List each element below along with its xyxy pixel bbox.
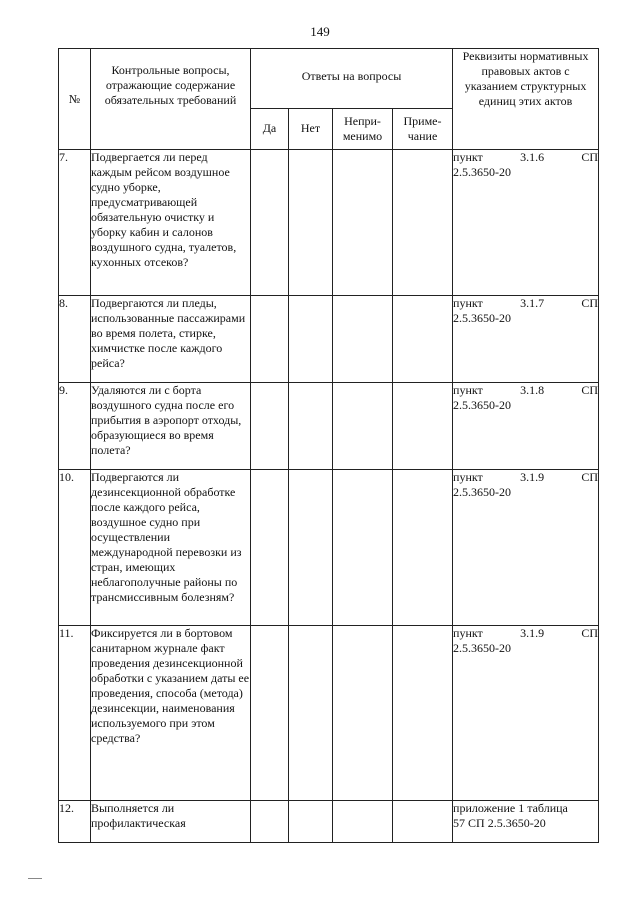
header-answer-yes: Да xyxy=(251,108,289,149)
row-requisites: пункт 3.1.6 СП 2.5.3650-20 xyxy=(453,150,599,296)
scan-mark xyxy=(28,878,42,879)
row-requisites: пункт 3.1.7 СП 2.5.3650-20 xyxy=(453,296,599,383)
answer-note-cell[interactable] xyxy=(393,626,453,801)
header-answer-note: Приме- чание xyxy=(393,108,453,149)
row-number: 10. xyxy=(59,470,91,626)
header-answer-no: Нет xyxy=(289,108,333,149)
answer-no-cell[interactable] xyxy=(289,150,333,296)
table-row xyxy=(59,296,599,383)
answer-note-cell[interactable] xyxy=(393,801,453,843)
answer-not-applicable-cell[interactable] xyxy=(333,626,393,801)
table-row xyxy=(59,150,599,296)
row-question: Фиксируется ли в бортовом санитарном журнале факт проведения дезинсекционной обработки с указанием даты ее проведения, способа (метода) дезинсекции, наименования используемого при этом средства? xyxy=(91,626,251,801)
answer-no-cell[interactable] xyxy=(289,383,333,470)
answer-yes-cell[interactable] xyxy=(251,801,289,843)
table-row xyxy=(59,383,599,470)
header-row xyxy=(59,49,599,109)
row-question: Выполняется ли профилактическая xyxy=(91,801,251,843)
header-num: № xyxy=(59,49,91,150)
row-question: Подвергаются ли дезинсекционной обработке после каждого рейса, воздушное судно при осуществлении международной перевозки из стран, имеющих неблагополучные районы по трансмиссивным болезням? xyxy=(91,470,251,626)
answer-no-cell[interactable] xyxy=(289,296,333,383)
row-number: 7. xyxy=(59,150,91,296)
row-number: 9. xyxy=(59,383,91,470)
checklist-table xyxy=(58,48,599,843)
table-row xyxy=(59,626,599,801)
answer-yes-cell[interactable] xyxy=(251,150,289,296)
answer-note-cell[interactable] xyxy=(393,383,453,470)
answer-no-cell[interactable] xyxy=(289,801,333,843)
answer-note-cell[interactable] xyxy=(393,296,453,383)
answer-not-applicable-cell[interactable] xyxy=(333,470,393,626)
header-requisites: Реквизиты нормативных правовых актов с указанием структурных единиц этих актов xyxy=(453,49,599,150)
table-row xyxy=(59,470,599,626)
page-number: 149 xyxy=(310,24,330,39)
answer-yes-cell[interactable] xyxy=(251,626,289,801)
answer-not-applicable-cell[interactable] xyxy=(333,383,393,470)
row-number: 12. xyxy=(59,801,91,843)
table-row xyxy=(59,801,599,843)
row-number: 11. xyxy=(59,626,91,801)
answer-note-cell[interactable] xyxy=(393,150,453,296)
header-question: Контрольные вопросы, отражающие содержание обязательных требований xyxy=(91,49,251,150)
answer-yes-cell[interactable] xyxy=(251,470,289,626)
row-question: Удаляются ли с борта воздушного судна после его прибытия в аэропорт отходы, образующиеся во время полета? xyxy=(91,383,251,470)
answer-yes-cell[interactable] xyxy=(251,296,289,383)
row-requisites: пункт 3.1.9 СП 2.5.3650-20 xyxy=(453,470,599,626)
row-number: 8. xyxy=(59,296,91,383)
row-requisites: пункт 3.1.9 СП 2.5.3650-20 xyxy=(453,626,599,801)
answer-no-cell[interactable] xyxy=(289,470,333,626)
answer-yes-cell[interactable] xyxy=(251,383,289,470)
answer-not-applicable-cell[interactable] xyxy=(333,150,393,296)
row-question: Подвергается ли перед каждым рейсом воздушное судно уборке, предусматривающей обязательную очистку и уборку кабин и салонов воздушного судна, туалетов, кухонных отсеков? xyxy=(91,150,251,296)
answer-note-cell[interactable] xyxy=(393,470,453,626)
row-requisites: пункт 3.1.8 СП 2.5.3650-20 xyxy=(453,383,599,470)
answer-not-applicable-cell[interactable] xyxy=(333,296,393,383)
answer-no-cell[interactable] xyxy=(289,626,333,801)
row-question: Подвергаются ли пледы, использованные пассажирами во время полета, стирке, химчистке после каждого рейса? xyxy=(91,296,251,383)
answer-not-applicable-cell[interactable] xyxy=(333,801,393,843)
row-requisites: приложение 1 таблица 57 СП 2.5.3650-20 xyxy=(453,801,599,843)
header-answers-group: Ответы на вопросы xyxy=(251,49,453,109)
header-answer-not-applicable: Непри- менимо xyxy=(333,108,393,149)
